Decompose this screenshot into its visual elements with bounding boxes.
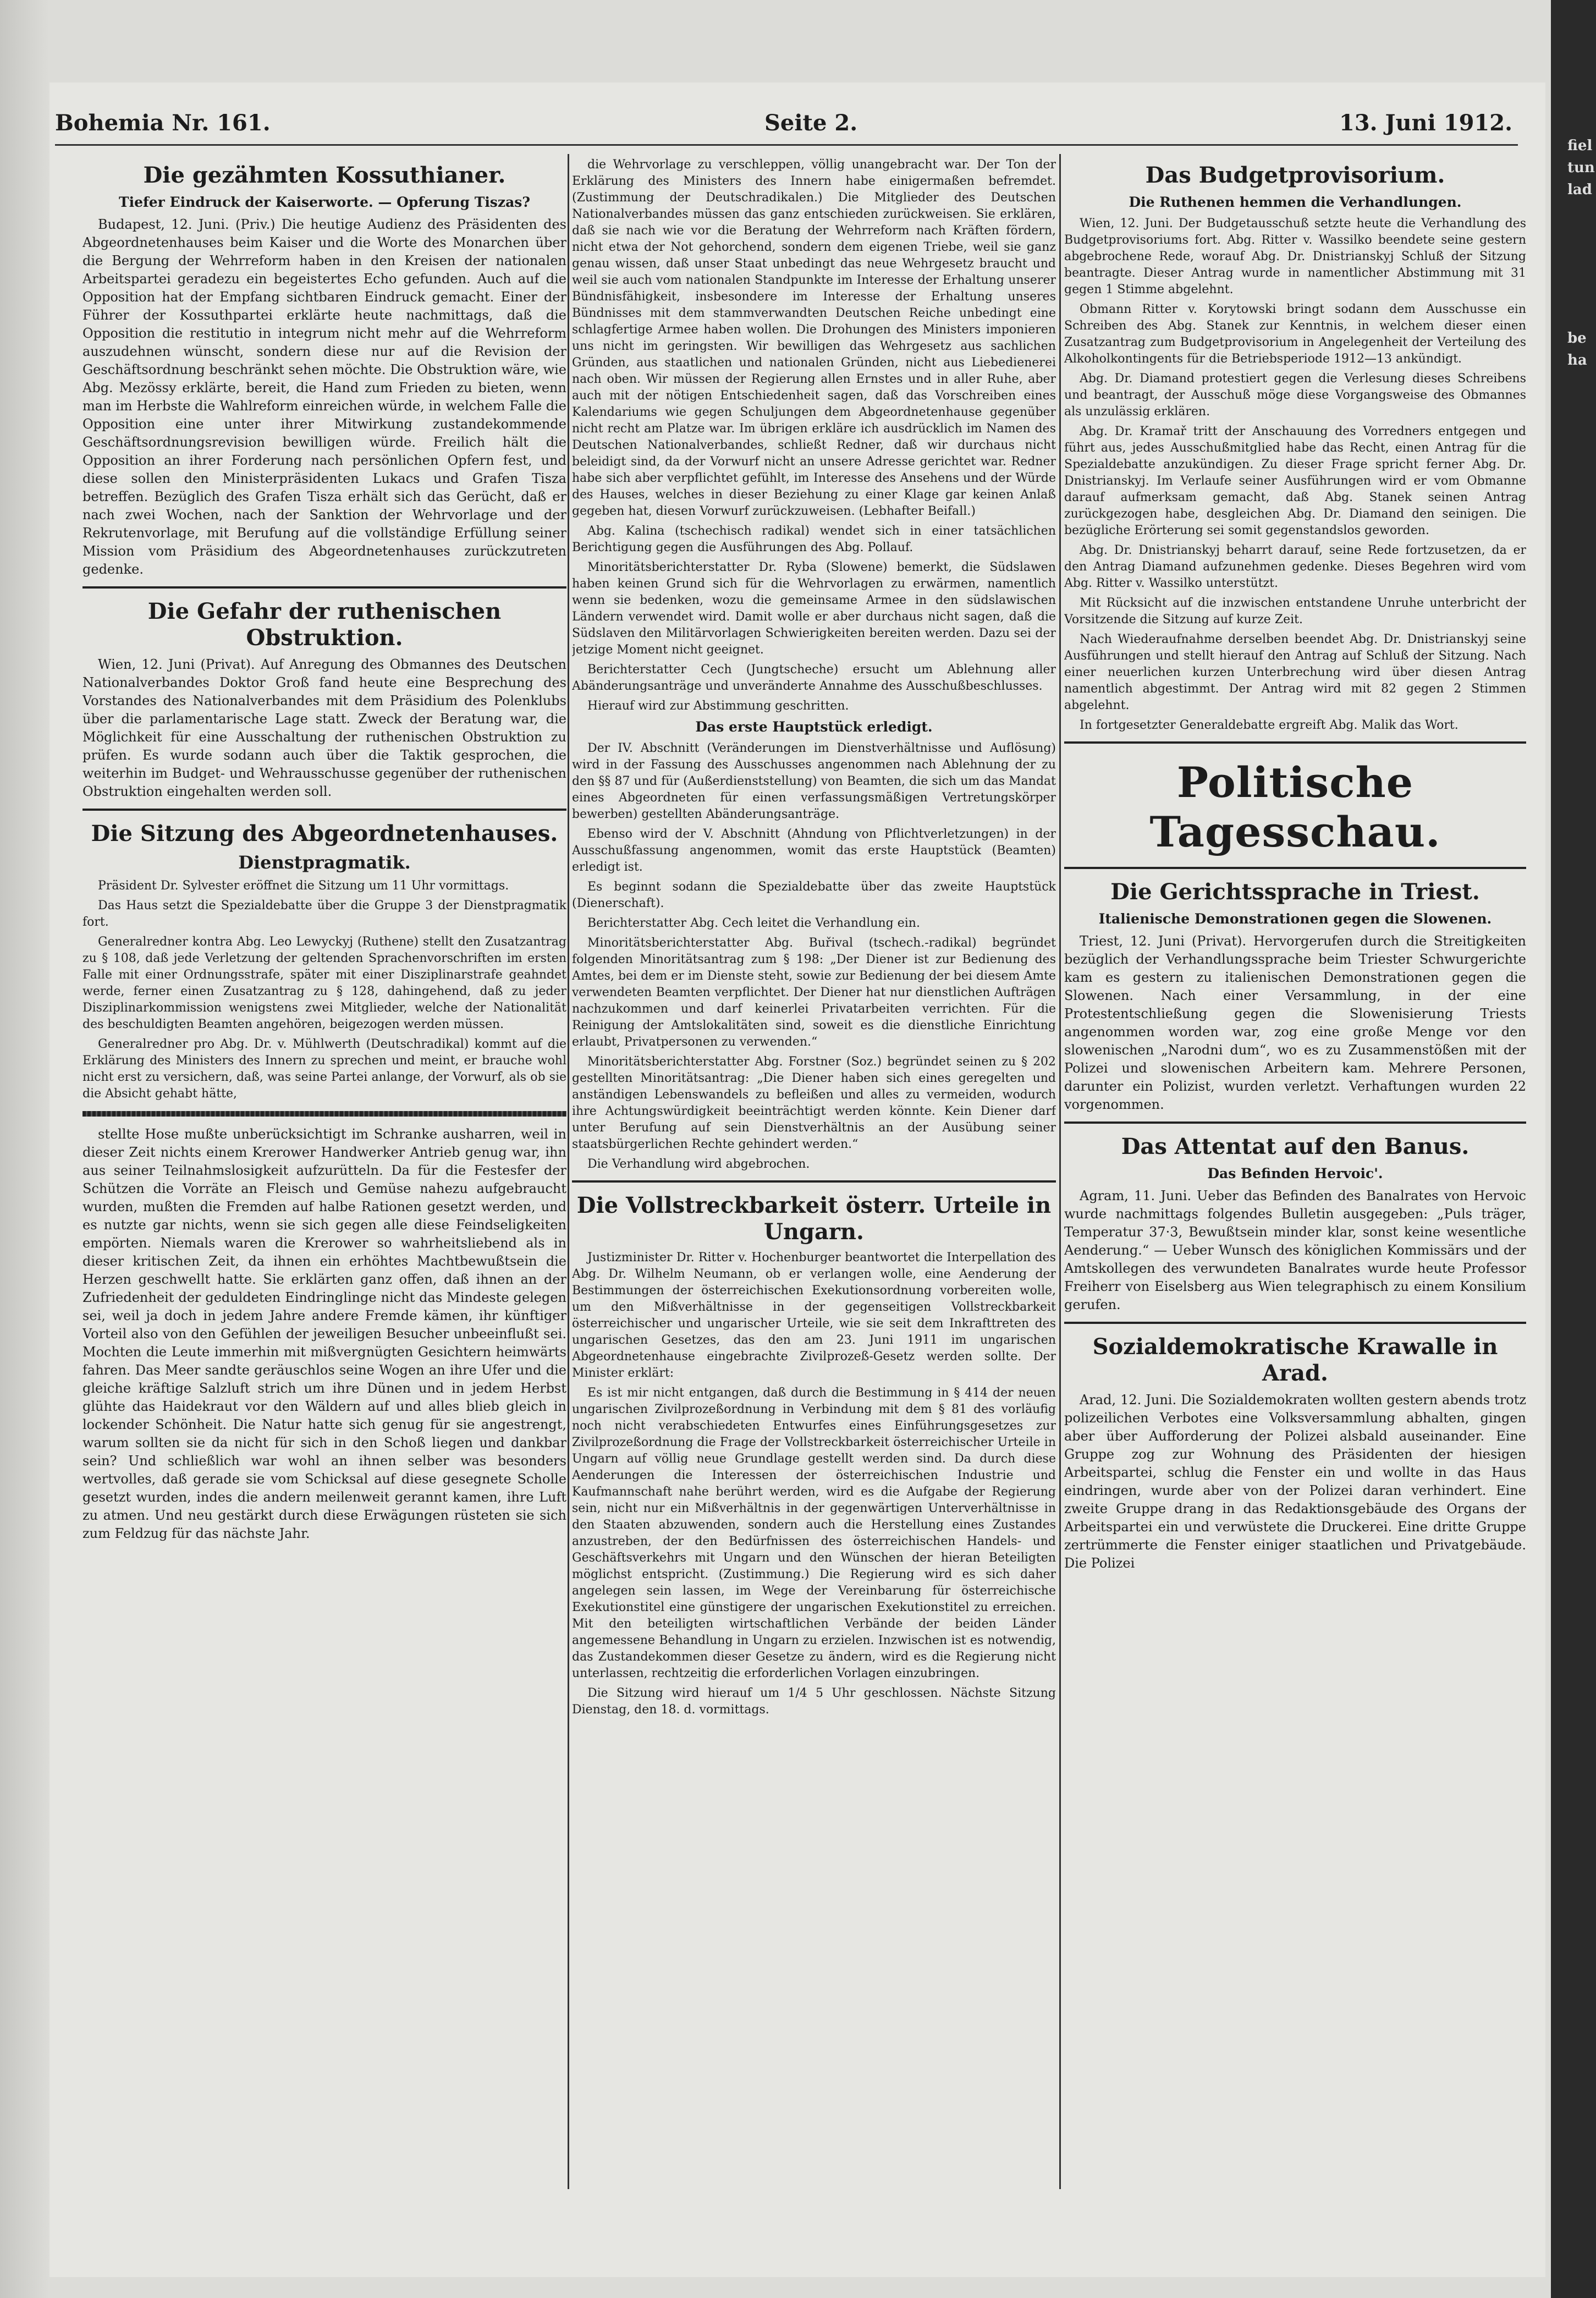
- edge-text: lad: [1567, 182, 1592, 198]
- article-paragraph: In fortgesetzter Generaldebatte ergreift Abg. Malik das Wort.: [1080, 718, 1459, 732]
- article-subtitle: Italienische Demonstrationen gegen die Slowenen.: [1098, 911, 1492, 927]
- article-title: Sozialdemokratische Krawalle in Arad.: [1092, 1334, 1498, 1386]
- article-title: Die gezähmten Kossuthianer.: [143, 162, 506, 188]
- article-paragraph: Agram, 11. Juni. Ueber das Befinden des Banalrates von Hervoic wurde nachmittags folgendes Bulletin ausgegeben: „Puls träger, Temperatur 37·3, Bewußtsein minder klar, sonst keine wesentliche Aenderung.“ — Ueber Wunsch des königlichen Kommissärs und der Amtskollegen des verwundeten Banalrates wurde heute Professor Freiherr von Eiselsberg aus Wien telegraphisch zu einem Konsilium gerufen.: [1064, 1188, 1526, 1312]
- article-paragraph: Berichterstatter Abg. Cech leitet die Verhandlung ein.: [587, 916, 920, 930]
- article-paragraph: Es beginnt sodann die Spezialdebatte über das zweite Hauptstück (Dienerschaft).: [572, 880, 1056, 910]
- article-title: Die Gerichtssprache in Triest.: [1110, 879, 1480, 905]
- article-paragraph: Minoritätsberichterstatter Abg. Buřival (tschech.-radikal) begründet folgenden Minoritätsantrag zum § 198: „Der Diener ist zur Bedienung des Amtes, bei dem er im Dienste steht, sowie zur Bedienung der bei diesem Amte verwendeten Beamten verpflichtet. Der Diener hat nur dienstlichen Aufträgen nachzukommen und darf keinerlei Privatarbeiten verrichten. Für die Reinigung der Amtslokalitäten sind, soweit es die dienstliche Einrichtung erlaubt, Privatpersonen zu verwenden.“: [572, 936, 1056, 1049]
- article-divider: [82, 809, 566, 811]
- article-paragraph: Das Haus setzt die Spezialdebatte über die Gruppe 3 der Dienstpragmatik fort.: [82, 899, 566, 929]
- article-paragraph: Präsident Dr. Sylvester eröffnet die Sitzung um 11 Uhr vormittags.: [98, 879, 509, 893]
- feuilleton-divider: [82, 1111, 566, 1117]
- article-paragraph: Minoritätsberichterstatter Dr. Ryba (Slowene) bemerkt, die Südslawen haben keinen Grund sich für die Wehrvorlagen zu erwärmen, namentlich wenn sie bedenken, wozu die gemeinsame Armee in den südslawischen Ländern verwendet wird. Damit wolle er aber durchaus nicht sagen, daß die Südslaven den Militärvorlagen Schwierigkeiten bereiten werden. Dazu sei der jetzige Moment nicht geeignet.: [572, 560, 1056, 657]
- article-paragraph: Abg. Dr. Diamand protestiert gegen die Verlesung dieses Schreibens und beantragt, der Ausschuß möge diese Vorgangsweise des Obmannes als unzulässig erklären.: [1064, 372, 1526, 419]
- article-paragraph: die Wehrvorlage zu verschleppen, völlig unangebracht war. Der Ton der Erklärung des Ministers des Innern habe einigermaßen befremdet. (Zustimmung der Deutschradikalen.) Die Mitglieder des Deutschen Nationalverbandes müssen das ganz entschieden zurückweisen. Sie erklären, daß sie nach wie vor die Beratung der Wehrreform nach Kräften fördern, nicht etwa der Not gehorchend, sondern dem eigenen Triebe, weil sie ganz genau wissen, daß unser Staat unbedingt das neue Wehrgesetz braucht und weil sie auch vom nationalen Standpunkte im Interesse der Erhaltung unserer Bündnisfähigkeit, insbesondere im Interesse der Erhaltung unseres Bündnisses mit dem stammverwandten Deutschen Reiche unbedingt eine schlagfertige Armee haben wollen. Die Drohungen des Ministers imponieren uns nicht im geringsten. Wir bewilligen das Wehrgesetz aus sachlichen Gründen, aus staatlichen und nationalen Gründen, nicht aus Liebedienerei nach oben. Wir müssen der Regierung allen Ernstes und in aller Ruhe, aber auch mit der nötigen Entschiedenheit sagen, daß das Vorschreiben eines Kalendariums wie gegen Schuljungen dem Abgeordnetenhause gegenüber nicht recht am Platze war. Im übrigen erkläre ich ausdrücklich im Namen des Deutschen Nationalverbandes, schließt Redner, daß wir durchaus nicht beleidigt sind, da der Vorwurf nicht an unsere Adresse gerichtet war. Redner habe sich aber verpflichtet gefühlt, im Interesse des Ansehens und der Würde des Hauses, welches in dieser Beziehung zu einer Klage gar keinen Anlaß gegeben hat, diesen Vorwurf zurückzuweisen. (Lebhafter Beifall.): [572, 158, 1056, 518]
- article-paragraph: Minoritätsberichterstatter Abg. Forstner (Soz.) begründet seinen zu § 202 gestellten Minoritätsantrag: „Die Diener haben sich eines geregelten und anständigen Lebenswandels zu befleißen und alles zu vermeiden, wodurch ihre Achtungswürdigkeit beeinträchtigt werden könnte. Kein Diener darf unter Berufung auf sein Dienstverhältnis an der Ausübung seiner staatsbürgerlichen Rechte gehindert werden.“: [572, 1055, 1056, 1151]
- article-subtitle: Dienstpragmatik.: [238, 852, 411, 873]
- article-divider: [572, 1180, 1056, 1183]
- article-paragraph: Wien, 12. Juni. Der Budgetausschuß setzte heute die Verhandlung des Budgetprovisoriums fort. Abg. Ritter v. Wassilko beendete seine gestern abgebrochene Rede, worauf Abg. Dr. Dnistrianskyj Schluß der Sitzung beantragte. Dieser Antrag wurde in namentlicher Abstimmung mit 31 gegen 1 Stimme abgelehnt.: [1064, 217, 1526, 296]
- column-3: [1064, 157, 1526, 2186]
- article-paragraph: Justizminister Dr. Ritter v. Hochenburger beantwortet die Interpellation des Abg. Dr. Wilhelm Neumann, ob er verlangen wolle, eine Aenderung der Bestimmungen der österreichischen Exekutionsordnung vorbereiten wolle, um den Mißverhältnisse in der gegenseitigen Vollstreckbarkeit österreichischer und ungarischer Urteile, wie sie seit dem Inkrafttreten des ungarischen Gesetzes, das den am 23. Juni 1911 im ungarischen Abgeordnetenhause eingebrachte Zivilprozeß-Gesetz werden sollte. Der Minister erklärt:: [572, 1251, 1056, 1380]
- article-paragraph: Generalredner kontra Abg. Leo Lewyckyj (Ruthene) stellt den Zusatzantrag zu § 108, daß jede Verletzung der geltenden Sprachenvorschriften im ersten Falle mit einer Ordnungsstrafe, später mit einer Disziplinarstrafe geahndet werde, ferner einen Zusatzantrag zu § 128, dahingehend, daß zu jeder Disziplinarkommission wenigstens zwei Mitglieder, welche der Nationalität des beschuldigten Beamten angehören, beigezogen werden müssen.: [82, 935, 566, 1031]
- article-title: Die Vollstreckbarkeit österr. Urteile in Ungarn.: [576, 1192, 1052, 1245]
- header-page-number: Seite 2.: [764, 110, 858, 136]
- article-paragraph: Berichterstatter Cech (Jungtscheche) ersucht um Ablehnung aller Abänderungsanträge und unveränderte Annahme des Ausschußbeschlusses.: [572, 663, 1056, 693]
- article-paragraph: Generalredner pro Abg. Dr. v. Mühlwerth (Deutschradikal) kommt auf die Erklärung des Ministers des Innern zu sprechen und meint, er brauche wohl nicht erst zu versichern, daß, was seine Partei anlange, der Vorwurf, als ob sie die Absicht gehabt hätte,: [82, 1037, 566, 1101]
- header-publication: Bohemia Nr. 161.: [55, 110, 271, 136]
- article-paragraph: Der IV. Abschnitt (Veränderungen im Dienstverhältnisse und Auflösung) wird in der Fassung des Ausschusses angenommen nach Ablehnung der zu den §§ 87 und für (Außerdienststellung) von Beamten, die sich um das Mandat eines Abgeordneten für einen verfassungsmäßigen Vertretungskörper bewerben) gestellten Abänderungsanträge.: [572, 741, 1056, 821]
- edge-text: tun: [1567, 160, 1595, 176]
- article-paragraph: Triest, 12. Juni (Privat). Hervorgerufen durch die Streitigkeiten bezüglich der Verhandlungssprache beim Triester Schwurgerichte kam es gestern zu italienischen Demonstrationen gegen die Slowenen. Nach einer Versammlung, in der eine Protestentschließung gegen die Slowenisierung Triests angenommen worden war, zog eine große Menge vor den slowenischen „Narodni dum“, wo es zu Zusammenstößen mit der Polizei und slowenischen Arbeitern kam. Mehrere Personen, darunter ein Polizist, wurden verletzt. Verhaftungen wurden 22 vorgenommen.: [1064, 933, 1526, 1112]
- article-title: Das Budgetprovisorium.: [1145, 162, 1445, 188]
- article-divider: [82, 586, 566, 589]
- article-paragraph: Es ist mir nicht entgangen, daß durch die Bestimmung in § 414 der neuen ungarischen Zivilprozeßordnung in Verbindung mit dem § 81 des vorläufig noch nicht verabschiedeten Entwurfes eines Einführungsgesetzes zur Zivilprozeßordnung die Frage der Vollstreckbarkeit österreichischer Urteile in Ungarn auf völlig neue Grundlage gestellt werden sind. Da durch diese Aenderungen die Interessen der österreichischen Industrie und Kaufmannschaft nahe berührt werden, wird es die Aufgabe der Regierung sein, nicht nur ein Mißverhältnis in der gegenwärtigen Unterverhältnisse in den Staaten abzuwenden, sondern auch die Herstellung eines Zustandes anzustreben, der den Bedürfnissen des österreichischen Handels- und Geschäftsverkehrs mit Ungarn und den Wünschen der hieran Beteiligten möglichst entspricht. (Zustimmung.) Die Regierung wird es sich daher angelegen sein lassen, im Wege der Vereinbarung für österreichische Exekutionstitel eine günstigere der ungarischen Exekutionstitel zu erreichen. Mit den beteiligten wirtschaftlichen Verbände der beiden Länder angemessene Behandlung in Ungarn zu erzielen. Inzwischen ist es notwendig, das Zustandekommen dieser Gesetze zu ändern, wird es die Regierung nicht unterlassen, rechtzeitig die erforderlichen Vorlagen einzubringen.: [572, 1386, 1056, 1680]
- article-paragraph: Abg. Kalina (tschechisch radikal) wendet sich in einer tatsächlichen Berichtigung gegen die Ausführungen des Abg. Pollauf.: [572, 524, 1056, 554]
- article-divider: [1064, 1121, 1526, 1124]
- article-subtitle: Tiefer Eindruck der Kaiserworte. — Opferung Tiszas?: [118, 194, 531, 210]
- article-paragraph: Obmann Ritter v. Korytowski bringt sodann dem Ausschusse ein Schreiben des Abg. Stanek zur Kenntnis, in welchem dieser einen Zusatzantrag zum Budgetprovisorium in Angelegenheit der Verteilung des Alkoholkontingents für die Betriebsperiode 1912—13 ankündigt.: [1064, 303, 1526, 366]
- section-divider: [1064, 741, 1526, 744]
- edge-text: ha: [1567, 352, 1587, 369]
- edge-text: be: [1567, 330, 1587, 347]
- article-subtitle: Die Ruthenen hemmen die Verhandlungen.: [1129, 194, 1462, 210]
- section-divider: [1064, 867, 1526, 869]
- column-rule-2: [1059, 154, 1061, 2189]
- article-paragraph: Abg. Dr. Dnistrianskyj beharrt darauf, seine Rede fortzusetzen, da er den Antrag Diamand aufzunehmen gedenke. Dieses Begehren wird vom Abg. Ritter v. Wassilko unterstützt.: [1064, 543, 1526, 590]
- article-paragraph: Budapest, 12. Juni. (Priv.) Die heutige Audienz des Präsidenten des Abgeordnetenhauses beim Kaiser und die Worte des Monarchen über die Bergung der Wehrreform haben in den Kreisen der nationalen Arbeitspartei geradezu ein begeistertes Echo gefunden. Auch auf die Opposition hat der Empfang sichtbaren Eindruck gemacht. Einer der Führer der Kossuthpartei erklärte heute nachmittags, daß die Opposition die restitutio in integrum nicht mehr auf die Wehrreform auszudehnen wünscht, sondern diese nur auf die Revision der Geschäftsordnung beschränkt sehen möchte. Die Obstruktion wäre, wie Abg. Mezössy erklärte, bereit, die Hand zum Frieden zu bieten, wenn man im Herbste die Wahlreform einreichen würde, in welchem Falle die Opposition eine unter ihrer Mitwirkung zustandekommende Geschäftsordnungsrevision bewilligen würde. Freilich hält die Opposition an ihrer Forderung nach persönlichen Opfern fest, und diese sollen den Ministerpräsidenten Lukacs und Grafen Tisza betreffen. Bezüglich des Grafen Tisza erhält sich das Gerücht, daß er nach zwei Wochen, nach der Sanktion der Wehrvorlage und der Rekrutenvorlage, mit Berufung auf die vollständige Erfüllung seiner Mission vom Präsidium des Abgeordnetenhauses zurückzutreten gedenke.: [82, 217, 566, 577]
- column-1: [82, 157, 566, 2186]
- page-header: [55, 105, 1512, 143]
- column-rule-1: [568, 154, 569, 2189]
- article-title: Die Sitzung des Abgeordnetenhauses.: [91, 821, 558, 846]
- article-paragraph: Mit Rücksicht auf die inzwischen entstandene Unruhe unterbricht der Vorsitzende die Sitzung auf kurze Zeit.: [1064, 596, 1526, 626]
- article-paragraph: Die Sitzung wird hierauf um 1/4 5 Uhr geschlossen. Nächste Sitzung Dienstag, den 18. d. vormittags.: [572, 1686, 1056, 1717]
- edge-text: fiel: [1567, 138, 1593, 154]
- column-2: [572, 157, 1056, 2186]
- article-paragraph: Ebenso wird der V. Abschnitt (Ahndung von Pflichtverletzungen) in der Ausschußfassung angenommen, womit das erste Hauptstück (Beamten) erledigt ist.: [572, 827, 1056, 874]
- header-date: 13. Juni 1912.: [1339, 110, 1512, 136]
- section-title: Politische Tagesschau.: [1149, 758, 1441, 856]
- section-subtitle: Das erste Hauptstück erledigt.: [695, 719, 933, 735]
- article-paragraph: Abg. Dr. Kramař tritt der Anschauung des Vorredners entgegen und führt aus, jedes Ausschußmitglied habe das Recht, einen Antrag für die Spezialdebatte anzukündigen. Zu dieser Frage spricht ferner Abg. Dr. Dnistrianskyj. Im Verlaufe seiner Ausführungen wird er vom Obmanne darauf aufmerksam gemacht, daß Abg. Stanek seinen Antrag zurückgezogen habe, desgleichen Abg. Dr. Diamand den seinigen. Die bezügliche Erörterung sei somit gegenstandslos geworden.: [1064, 425, 1526, 537]
- header-rule: [55, 144, 1518, 146]
- feuilleton-paragraph: stellte Hose mußte unberücksichtigt im Schranke ausharren, weil in dieser Zeit nichts einem Krerower Handwerker Antrieb genug war, ihn aus seiner Teilnahmslosigkeit aufzurütteln. Da für die Festesfer der Schützen die Vorräte an Fleisch und Gemüse nahezu aufgebraucht wurden, mußten die Fremden auf halbe Rationen gesetzt werden, und es nutzte gar nichts, wenn sie sich gegen alle diese Feindseligkeiten empörten. Niemals waren die Krerower so wahrheitsliebend als in dieser kritischen Zeit, da ihnen ein erhöhtes Machtbewußtsein die Herzen geschwellt hatte. Sie erklärten ganz offen, daß ihnen an der Zufriedenheit der geduldeten Eindringlinge nicht das Mindeste gelegen sei, weil ja doch in jedem Jahre andere Fremde kämen, ihr künftiger Vorteil also von den Gefühlen der jeweiligen Besucher unbeeinflußt sei. Mochten die Leute immerhin mit mißvergnügten Gesichtern heimwärts fahren. Das Meer sandte geräuschlos seine Wogen an ihre Ufer und die gleiche kräftige Salzluft strich um ihre Dünen und in jedem Herbst glühte das Haidekraut vor den Wäldern auf und alles blieb gleich in lockender Schönheit. Die Natur hatte sich genug für sie angestrengt, warum sollten sie da nicht für sich in den Schoß liegen und dankbar sein? Und schließlich war wohl an ihnen selber was besonders wertvolles, daß gerade sie vom Schicksal auf diese gesegnete Scholle gesetzt wurden, indes die andern meilenweit gerannt kamen, ihre Luft zu atmen. Und neu gestärkt durch diese Erwägungen rüsteten sie sich zum Feldzug für das nächste Jahr.: [82, 1126, 566, 1541]
- article-divider: [1064, 1322, 1526, 1324]
- article-paragraph: Nach Wiederaufnahme derselben beendet Abg. Dr. Dnistrianskyj seine Ausführungen und stellt hierauf den Antrag auf Schluß der Sitzung. Nach einer neuerlichen kurzen Unterbrechung wird über diesen Antrag namentlich abgestimmt. Der Antrag wird mit 82 gegen 2 Stimmen abgelehnt.: [1064, 633, 1526, 712]
- article-paragraph: Hierauf wird zur Abstimmung geschritten.: [587, 699, 849, 713]
- article-subtitle: Das Befinden Hervoic'.: [1207, 1166, 1383, 1181]
- article-paragraph: Wien, 12. Juni (Privat). Auf Anregung des Obmannes des Deutschen Nationalverbandes Doktor Groß fand heute eine Besprechung des Vorstandes des Nationalverbandes mit dem Präsidium des Polenklubs über die parlamentarische Lage statt. Zweck der Beratung war, die Möglichkeit für eine Ausschaltung der ruthenischen Obstruktion zu prüfen. Es wurde sodann auch über die Taktik gesprochen, die weiterhin im Budget- und Wehrausschusse gegenüber der ruthenischen Obstruktion eingehalten werden soll.: [82, 657, 566, 799]
- article-paragraph: Arad, 12. Juni. Die Sozialdemokraten wollten gestern abends trotz polizeilichen Verbotes eine Volksversammlung abhalten, gingen aber über Aufforderung der Polizei alsbald auseinander. Eine Gruppe zog zur Wohnung des Präsidenten der hiesigen Arbeitspartei, schlug die Fenster ein und wollte in das Haus eindringen, wurde aber von der Polizei daran verhindert. Eine zweite Gruppe drang in das Redaktionsgebäude des Organs der Arbeitspartei ein und verwüstete die Druckerei. Eine dritte Gruppe zertrümmerte die Fenster einiger staatlichen und Privatgebäude. Die Polizei: [1064, 1392, 1526, 1571]
- article-title: Die Gefahr der ruthenischen Obstruktion.: [147, 598, 502, 651]
- article-paragraph: Die Verhandlung wird abgebrochen.: [587, 1157, 810, 1171]
- article-title: Das Attentat auf den Banus.: [1121, 1134, 1470, 1159]
- page-fold-shadow: [0, 0, 49, 2298]
